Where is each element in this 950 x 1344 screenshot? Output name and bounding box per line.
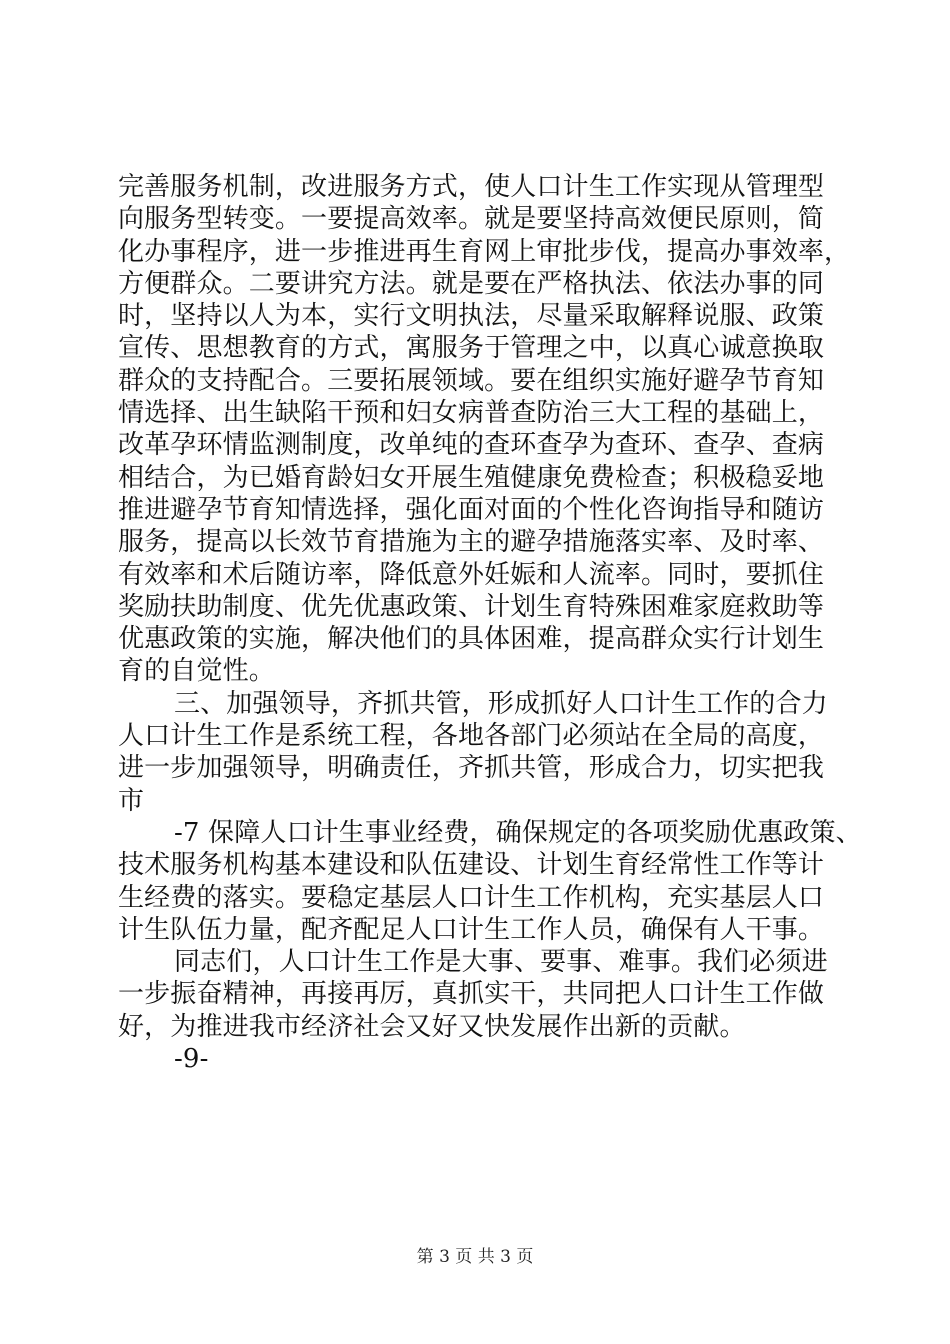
- text-line: 优惠政策的实施，解决他们的具体困难，提高群众实行计划生: [118, 624, 825, 655]
- text-line: 改革孕环情监测制度，改单纯的查环查孕为查环、查孕、查病: [118, 430, 825, 461]
- text-line: 一步振奋精神，再接再厉，真抓实干，共同把人口计生工作做: [118, 979, 825, 1010]
- text-line: 奖励扶助制度、优先优惠政策、计划生育特殊困难家庭救助等: [118, 591, 825, 622]
- text-line: 情选择、出生缺陷干预和妇女病普查防治三大工程的基础上，: [118, 398, 825, 429]
- text-line: 同志们，人口计生工作是大事、要事、难事。我们必须进: [174, 947, 828, 978]
- text-line: 市: [118, 785, 145, 816]
- text-line: 相结合，为已婚育龄妇女开展生殖健康免费检查；积极稳妥地: [118, 462, 825, 493]
- text-line: 进一步加强领导，明确责任，齐抓共管，形成合力，切实把我: [118, 753, 825, 784]
- text-line: 时，坚持以人为本，实行文明执法，尽量采取解释说服、政策: [118, 301, 825, 332]
- text-line: 化办事程序，进一步推进再生育网上审批步伐，提高办事效率，: [118, 236, 851, 267]
- inline-page-marker: -9-: [174, 1044, 209, 1075]
- text-line: 完善服务机制，改进服务方式，使人口计生工作实现从管理型: [118, 172, 825, 202]
- text-line: 计生队伍力量，配齐配足人口计生工作人员，确保有人干事。: [118, 914, 825, 945]
- text-line: -7 保障人口计生事业经费，确保规定的各项奖励优惠政策、: [174, 817, 862, 848]
- text-line: 人口计生工作是系统工程，各地各部门必须站在全局的高度，: [118, 721, 825, 752]
- text-line: 方便群众。二要讲究方法。就是要在严格执法、依法办事的同: [118, 268, 825, 299]
- text-line: 向服务型转变。一要提高效率。就是要坚持高效便民原则，简: [118, 204, 825, 235]
- text-line: 服务，提高以长效节育措施为主的避孕措施落实率、及时率、: [118, 527, 825, 558]
- text-line: 好，为推进我市经济社会又好又快发展作出新的贡献。: [118, 1011, 746, 1042]
- section-heading: 三、加强领导，齐抓共管，形成抓好人口计生工作的合力: [174, 688, 828, 719]
- text-line: 宣传、思想教育的方式，寓服务于管理之中，以真心诚意换取: [118, 333, 825, 364]
- text-line: 有效率和术后随访率，降低意外妊娠和人流率。同时，要抓住: [118, 559, 825, 590]
- page-footer: 第 3 页 共 3 页: [416, 1247, 534, 1267]
- text-line: 育的自觉性。: [118, 656, 275, 687]
- text-line: 生经费的落实。要稳定基层人口计生工作机构，充实基层人口: [118, 882, 825, 913]
- text-line: 推进避孕节育知情选择，强化面对面的个性化咨询指导和随访: [118, 494, 825, 525]
- document-body: [118, 171, 862, 1075]
- text-line: 群众的支持配合。三要拓展领域。要在组织实施好避孕节育知: [118, 365, 825, 396]
- text-line: 技术服务机构基本建设和队伍建设、计划生育经常性工作等计: [118, 850, 825, 881]
